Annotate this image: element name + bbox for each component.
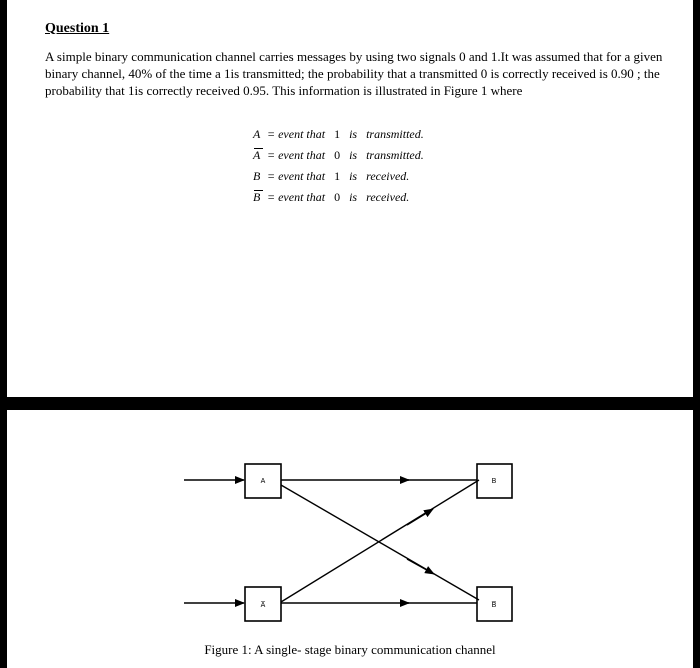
definition-b: B = event that 1 is received.: [253, 169, 410, 183]
question-heading: Question 1: [45, 21, 110, 36]
node-a-label: A: [260, 478, 266, 485]
node-b-bar-label: B̅: [491, 602, 497, 609]
question-text: A simple binary communication channel carries messages by using two signals 0 and 1.It was assumed that for a given binary channel, 40% of the time a 1is transmitted; the probability that a transmitted 0 is correctly received is 0.90 ; the probability that 1is correctly received 0.95. This information is illustrated in Figure 1 where: [45, 49, 663, 98]
figure-caption: Figure 1: A single- stage binary communication channel: [204, 642, 496, 657]
path-a-bar-to-b: [281, 480, 479, 602]
question-panel: [7, 0, 693, 397]
node-b-label: B: [491, 478, 497, 485]
definition-a-bar: A = event that 0 is transmitted.: [253, 145, 424, 166]
node-a-bar-label: A̅: [260, 602, 266, 609]
definition-a: A = event that 1 is transmitted.: [253, 127, 424, 141]
path-a-to-b-bar: [281, 485, 479, 600]
channel-diagram: [7, 410, 693, 668]
event-definitions: [253, 124, 424, 208]
figure-panel: [7, 410, 693, 668]
definition-b-bar: B = event that 0 is received.: [253, 187, 424, 208]
